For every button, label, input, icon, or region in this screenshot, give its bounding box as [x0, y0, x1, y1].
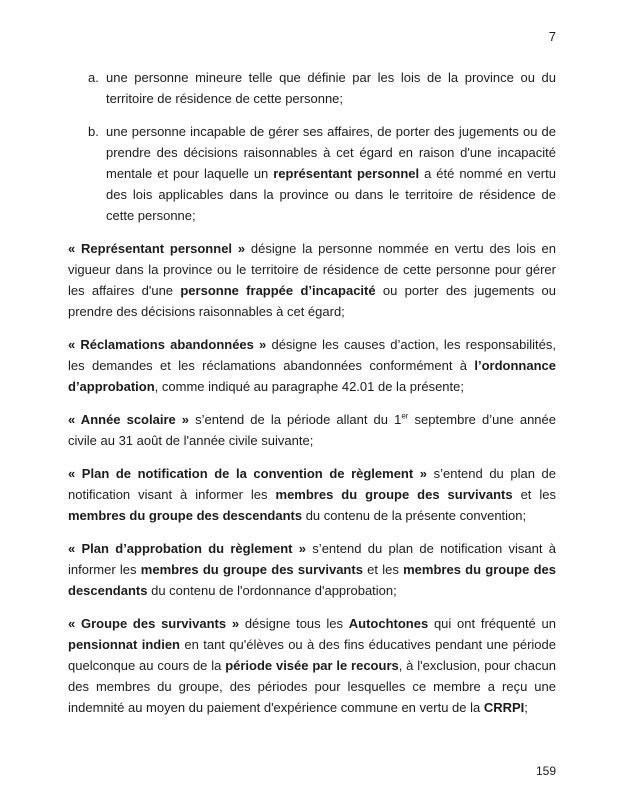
- definition-paragraph: [68, 409, 556, 451]
- bold-text-run: Autochtones: [348, 616, 429, 631]
- bold-text-run: membres du groupe des descendants: [68, 562, 556, 598]
- bold-text-run: membres du groupe des survivants: [275, 487, 513, 502]
- definition-paragraph: [68, 538, 556, 601]
- bold-text-run: pensionnat indien: [68, 637, 180, 652]
- text-run: du contenu de l'ordonnance d'approbation;: [147, 583, 397, 598]
- text-run: , à l'exclusion, pour chacun des membres du groupe, des périodes pour lesquelles ce membre a reçu une indemnité au moyen du paiement d'expérience commune en vertu de la: [68, 658, 556, 715]
- text-run: ;: [524, 700, 528, 715]
- definition-paragraph: [68, 238, 556, 322]
- text-run: une personne mineure telle que définie par les lois de la province ou du territoire de résidence de cette personne;: [106, 70, 556, 106]
- bold-text-run: membres du groupe des survivants: [140, 562, 363, 577]
- text-run: une personne incapable de gérer ses affaires, de porter des jugements ou de prendre des décisions raisonnables à cet égard en raison d'une incapacité mentale et pour laquelle un: [106, 124, 556, 181]
- list-item: [88, 67, 556, 109]
- text-run: désigne la personne nommée en vertu des lois en vigueur dans la province ou le territoire de résidence de cette personne pour gérer les affaires d'une: [68, 241, 556, 298]
- page-number-footer: 159: [535, 764, 556, 778]
- list-marker: a.: [88, 70, 99, 85]
- bold-text-run: « Réclamations abandonnées »: [68, 337, 267, 352]
- text-run: du contenu de la présente convention;: [302, 508, 527, 523]
- text-run: s’entend du plan de notification visant à informer les: [68, 466, 556, 502]
- list-marker: b.: [88, 124, 99, 139]
- definition-paragraph: [68, 334, 556, 397]
- superscript-run: er: [401, 411, 409, 421]
- definition-paragraph: [68, 613, 556, 718]
- bold-text-run: membres du groupe des descendants: [68, 508, 303, 523]
- bold-text-run: « Représentant personnel »: [68, 241, 246, 256]
- bold-text-run: l’ordonnance d’approbation: [68, 358, 556, 394]
- text-run: , comme indiqué au paragraphe 42.01 de la présente;: [154, 379, 464, 394]
- bold-text-run: représentant personnel: [273, 166, 420, 181]
- bold-text-run: « Plan d’approbation du règlement »: [68, 541, 307, 556]
- bold-text-run: période visée par le recours: [225, 658, 399, 673]
- text-run: ou porter des jugements ou prendre des décisions raisonnables à cet égard;: [68, 283, 556, 319]
- bold-text-run: CRRPI: [483, 700, 525, 715]
- text-run: désigne les causes d’action, les responsabilités, les demandes et les réclamations abandonnées conformément à: [68, 337, 557, 373]
- text-run: s’entend du plan de notification visant à informer les: [68, 541, 556, 577]
- text-run: désigne tous les: [239, 616, 349, 631]
- definition-list: [68, 67, 556, 226]
- text-run: s’entend de la période allant du 1: [189, 412, 402, 427]
- definitions: [68, 238, 556, 718]
- list-item: [88, 121, 556, 226]
- text-run: septembre d’une année civile au 31 août de l'année civile suivante;: [68, 412, 556, 448]
- text-run: et les: [362, 562, 404, 577]
- page-content: [68, 67, 556, 718]
- definition-paragraph: [68, 463, 556, 526]
- bold-text-run: personne frappée d’incapacité: [180, 283, 376, 298]
- list-item-text: [106, 67, 556, 109]
- text-run: et les: [512, 487, 557, 502]
- bold-text-run: « Groupe des survivants »: [68, 616, 240, 631]
- list-item-text: [106, 121, 556, 226]
- bold-text-run: « Plan de notification de la convention de règlement »: [68, 466, 428, 481]
- text-run: en tant qu'élèves ou à des fins éducatives pendant une période quelconque au cours de la: [68, 637, 556, 673]
- text-run: a été nommé en vertu des lois applicables dans la province ou dans le territoire de résidence de cette personne;: [106, 166, 556, 223]
- bold-text-run: « Année scolaire »: [68, 412, 190, 427]
- text-run: qui ont fréquenté un: [428, 616, 556, 631]
- page-number-header: 7: [548, 29, 556, 44]
